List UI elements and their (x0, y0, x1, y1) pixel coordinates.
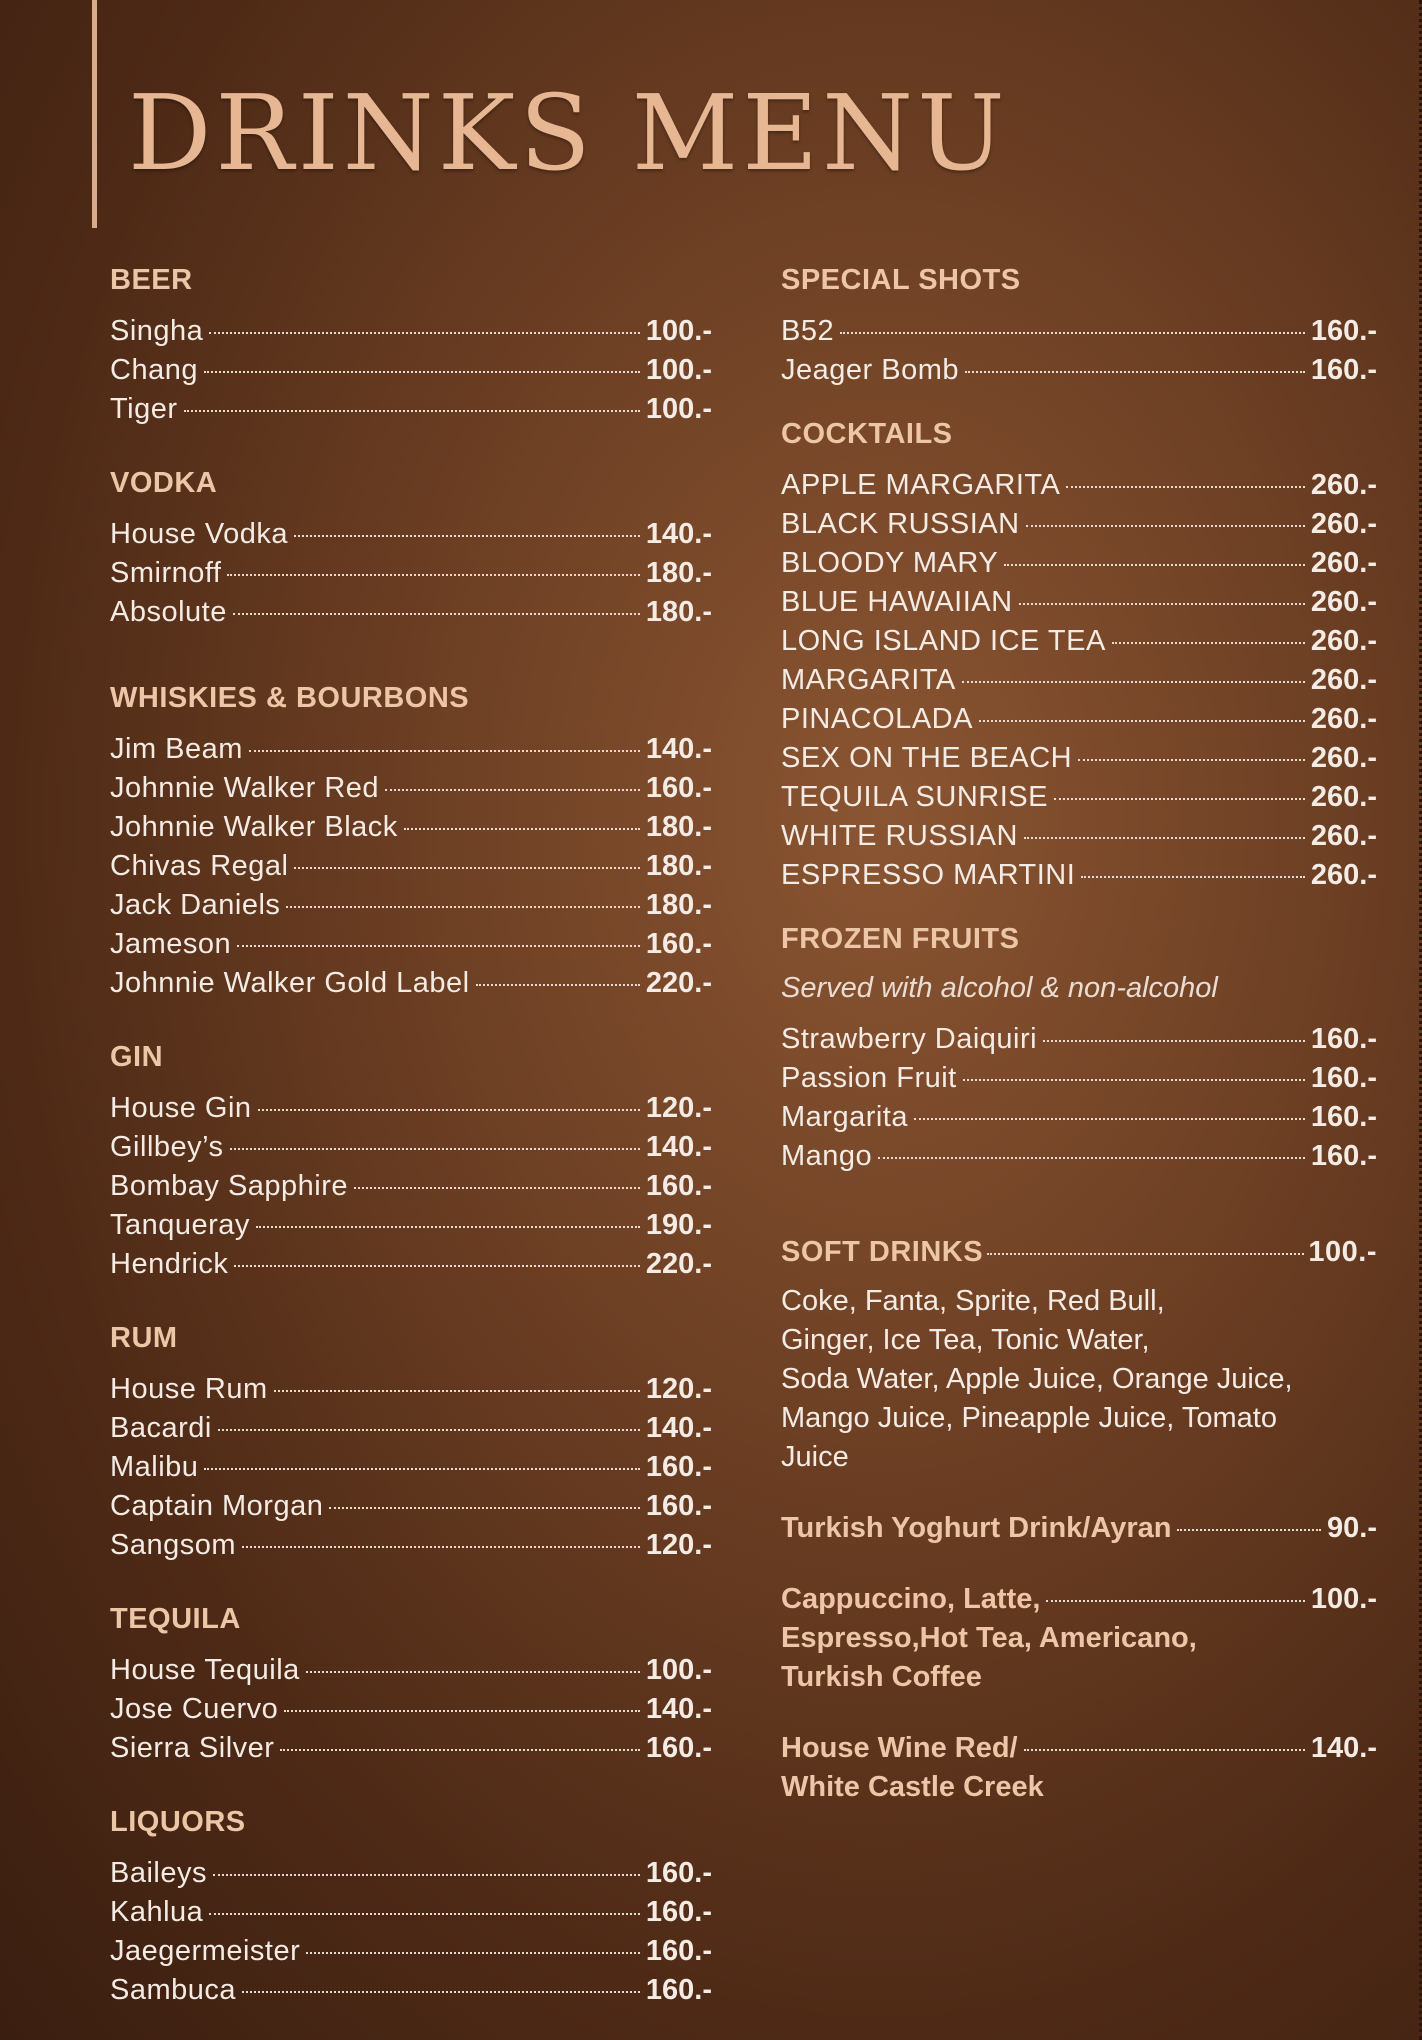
section-cocktails (781, 416, 1377, 895)
item-name: BLUE HAWAIIAN (781, 586, 1013, 618)
menu-item (781, 1020, 1377, 1059)
item-name: B52 (781, 315, 835, 347)
menu-item (110, 390, 712, 429)
dot-leader (1081, 876, 1305, 878)
dot-leader (306, 1671, 640, 1673)
dot-leader (1046, 1600, 1304, 1602)
section-title: GIN (110, 1041, 164, 1073)
item-price: 180.- (645, 596, 712, 628)
dot-leader (274, 1390, 640, 1392)
section-liquors (110, 1804, 712, 2010)
menu-item (110, 1206, 712, 1245)
dot-leader (256, 1226, 640, 1228)
item-price: 220.- (645, 1248, 712, 1280)
dot-leader (258, 1109, 640, 1111)
menu-item (110, 1167, 712, 1206)
item-price: 100.- (1310, 1583, 1377, 1615)
item-price: 260.- (1310, 547, 1377, 579)
item-name: Johnnie Walker Red (110, 772, 380, 804)
menu-item (110, 730, 712, 769)
section-title: COCKTAILS (781, 418, 953, 450)
item-name: Sangsom (110, 1529, 237, 1561)
dot-leader (385, 789, 640, 791)
dot-leader (204, 1468, 639, 1470)
dot-leader (213, 1874, 640, 1876)
dot-leader (218, 1429, 640, 1431)
item-price: 160.- (1310, 315, 1377, 347)
dot-leader (184, 410, 640, 412)
menu-item (781, 700, 1377, 739)
item-name: House Tequila (110, 1654, 300, 1686)
wine-item (781, 1729, 1377, 1807)
dot-leader (979, 720, 1305, 722)
item-price: 180.- (645, 850, 712, 882)
menu-item (110, 1448, 712, 1487)
section-soft-drinks (781, 1234, 1377, 1477)
menu-item (110, 1370, 712, 1409)
section-tequila (110, 1601, 712, 1768)
item-price: 190.- (645, 1209, 712, 1241)
dot-leader (1024, 1749, 1305, 1751)
dot-leader (963, 1079, 1305, 1081)
item-name: Singha (110, 315, 204, 347)
item-name: House Gin (110, 1092, 252, 1124)
dot-leader (286, 906, 639, 908)
item-name: Tanqueray (110, 1209, 250, 1241)
item-name: Sambuca (110, 1974, 237, 2006)
item-name: Turkish Yoghurt Drink/Ayran (781, 1512, 1172, 1544)
item-price: 260.- (1310, 586, 1377, 618)
section-title: TEQUILA (110, 1603, 241, 1635)
item-list (781, 312, 1377, 390)
menu-item (110, 1854, 712, 1893)
item-name: MARGARITA (781, 664, 956, 696)
dot-leader (962, 681, 1305, 683)
item-name: Absolute (110, 596, 227, 628)
item-name: Strawberry Daiquiri (781, 1023, 1038, 1055)
soft-drinks-line: Ginger, Ice Tea, Tonic Water, (781, 1324, 1150, 1356)
dot-leader (209, 332, 640, 334)
left-column (110, 262, 712, 2010)
item-price: 180.- (645, 557, 712, 589)
section-title: FROZEN FRUITS (781, 923, 1020, 955)
item-list (110, 730, 712, 1003)
menu-item (110, 925, 712, 964)
section-title: VODKA (110, 467, 218, 499)
dot-leader (1019, 603, 1305, 605)
menu-item (110, 1128, 712, 1167)
item-price: 140.- (645, 518, 712, 550)
item-price: 260.- (1310, 469, 1377, 501)
item-name: House Rum (110, 1373, 268, 1405)
dot-leader (1112, 642, 1305, 644)
item-name: WHITE RUSSIAN (781, 820, 1018, 852)
dot-leader (242, 1546, 640, 1548)
coffee-item (781, 1580, 1377, 1697)
soft-drinks-line: Soda Water, Apple Juice, Orange Juice, (781, 1363, 1293, 1395)
dot-leader (329, 1507, 640, 1509)
menu-item (781, 312, 1377, 351)
item-name: Jim Beam (110, 733, 243, 765)
section-title: SOFT DRINKS (781, 1236, 984, 1268)
menu-item (110, 1526, 712, 1565)
soft-drinks-list (781, 1282, 1377, 1477)
item-price: 100.- (645, 393, 712, 425)
section-title-row (781, 1234, 1377, 1270)
dot-leader (242, 1991, 640, 1993)
item-price: 260.- (1310, 703, 1377, 735)
dot-leader (294, 535, 640, 537)
menu-item (110, 1245, 712, 1284)
item-name: Baileys (110, 1857, 207, 1889)
dot-leader (404, 828, 640, 830)
item-name: APPLE MARGARITA (781, 469, 1061, 501)
item-price: 160.- (1310, 1023, 1377, 1055)
item-price: 160.- (645, 1896, 712, 1928)
section-title: LIQUORS (110, 1806, 246, 1838)
menu-item (781, 583, 1377, 622)
dot-leader (840, 332, 1305, 334)
menu-item (781, 1137, 1377, 1176)
item-list (781, 1020, 1377, 1176)
item-name: ESPRESSO MARTINI (781, 859, 1076, 891)
soft-drinks-line: Mango Juice, Pineapple Juice, Tomato (781, 1402, 1277, 1434)
item-price: 120.- (645, 1373, 712, 1405)
menu-item (110, 515, 712, 554)
item-list (110, 1089, 712, 1284)
menu-item (110, 769, 712, 808)
dot-leader (294, 867, 639, 869)
section-special-shots (781, 262, 1377, 390)
soft-drinks-line: Coke, Fanta, Sprite, Red Bull, (781, 1285, 1165, 1317)
dot-leader (1066, 486, 1305, 488)
dot-leader (354, 1187, 640, 1189)
decorative-rule (92, 0, 97, 228)
item-name: Johnnie Walker Black (110, 811, 398, 843)
dot-leader (1024, 837, 1305, 839)
item-price: 120.- (645, 1092, 712, 1124)
dot-leader (233, 613, 640, 615)
menu-item (110, 1089, 712, 1128)
item-price: 100.- (645, 1654, 712, 1686)
dot-leader (209, 1913, 640, 1915)
item-price: 160.- (1310, 1062, 1377, 1094)
menu-item (781, 505, 1377, 544)
item-list (781, 466, 1377, 895)
item-price: 260.- (1310, 664, 1377, 696)
item-price: 260.- (1310, 625, 1377, 657)
item-name: Jack Daniels (110, 889, 281, 921)
item-name: House Wine Red/ (781, 1732, 1018, 1764)
item-price: 160.- (645, 1732, 712, 1764)
item-name: BLACK RUSSIAN (781, 508, 1020, 540)
item-name: Mango (781, 1140, 873, 1172)
item-price: 100.- (645, 315, 712, 347)
item-price: 100.- (645, 354, 712, 386)
item-price: 160.- (645, 1935, 712, 1967)
soft-drinks-price: 100.- (1308, 1236, 1377, 1268)
dot-leader (284, 1710, 640, 1712)
menu-item (110, 1971, 712, 2010)
item-price: 260.- (1310, 781, 1377, 813)
menu-item (781, 817, 1377, 856)
menu-item (110, 886, 712, 925)
item-price: 140.- (645, 733, 712, 765)
item-name: Bacardi (110, 1412, 212, 1444)
menu-item (781, 622, 1377, 661)
menu-item (110, 554, 712, 593)
section-beer (110, 262, 712, 429)
item-name: Smirnoff (110, 557, 222, 589)
section-subtitle: Served with alcohol & non-alcohol (781, 972, 1218, 1004)
dot-leader (280, 1749, 639, 1751)
dot-leader (1078, 759, 1305, 761)
menu-item (781, 856, 1377, 895)
item-name: SEX ON THE BEACH (781, 742, 1073, 774)
item-price: 180.- (645, 889, 712, 921)
section-title: RUM (110, 1322, 178, 1354)
item-price: 160.- (645, 1170, 712, 1202)
menu-item (110, 1690, 712, 1729)
dot-leader (204, 371, 640, 373)
item-name: Jose Cuervo (110, 1693, 279, 1725)
right-column (781, 262, 1377, 1807)
menu-item (781, 739, 1377, 778)
item-name: LONG ISLAND ICE TEA (781, 625, 1106, 657)
item-list (110, 515, 712, 632)
menu-item (110, 1409, 712, 1448)
dot-leader (227, 574, 639, 576)
item-price: 140.- (645, 1693, 712, 1725)
item-price: 160.- (1310, 354, 1377, 386)
section-whiskies-bourbons (110, 680, 712, 1003)
menu-item (781, 1059, 1377, 1098)
item-price: 160.- (645, 1451, 712, 1483)
item-price: 220.- (645, 967, 712, 999)
item-name-cont: Espresso,Hot Tea, Americano, (781, 1622, 1197, 1654)
item-price: 260.- (1310, 820, 1377, 852)
item-price: 180.- (645, 811, 712, 843)
item-name: Jeager Bomb (781, 354, 959, 386)
menu-item (110, 847, 712, 886)
item-name: PINACOLADA (781, 703, 973, 735)
dot-leader (1043, 1040, 1305, 1042)
dot-leader (306, 1952, 640, 1954)
item-name: Captain Morgan (110, 1490, 324, 1522)
item-name: Tiger (110, 393, 178, 425)
dot-leader (249, 750, 640, 752)
item-name: BLOODY MARY (781, 547, 999, 579)
menu-item (110, 964, 712, 1003)
item-name: House Vodka (110, 518, 289, 550)
section-title: BEER (110, 264, 193, 296)
dot-leader (237, 945, 640, 947)
dot-leader (1026, 525, 1305, 527)
page-edge-perforation (1416, 0, 1422, 2040)
item-name: Malibu (110, 1451, 199, 1483)
item-price: 260.- (1310, 859, 1377, 891)
menu-item (781, 661, 1377, 700)
section-gin (110, 1039, 712, 1284)
item-list (110, 312, 712, 429)
item-list (110, 1651, 712, 1768)
dot-leader (965, 371, 1305, 373)
item-price: 140.- (1310, 1732, 1377, 1764)
section-rum (110, 1320, 712, 1565)
menu-item (110, 1729, 712, 1768)
item-name: Johnnie Walker Gold Label (110, 967, 470, 999)
item-name: Kahlua (110, 1896, 204, 1928)
item-name: Jaegermeister (110, 1935, 301, 1967)
item-name-cont: Turkish Coffee (781, 1661, 982, 1693)
item-list (110, 1854, 712, 2010)
item-price: 160.- (645, 1974, 712, 2006)
item-name: Jameson (110, 928, 232, 960)
item-name: Bombay Sapphire (110, 1170, 349, 1202)
ayran-item (781, 1509, 1377, 1548)
item-list (110, 1370, 712, 1565)
item-price: 140.- (645, 1131, 712, 1163)
item-price: 120.- (645, 1529, 712, 1561)
item-price: 90.- (1327, 1512, 1377, 1544)
item-name: TEQUILA SUNRISE (781, 781, 1048, 813)
section-vodka (110, 465, 712, 632)
item-price: 260.- (1310, 742, 1377, 774)
soft-drinks-line: Juice (781, 1441, 849, 1473)
menu-item (110, 593, 712, 632)
item-name: Hendrick (110, 1248, 229, 1280)
item-name: Chang (110, 354, 198, 386)
dot-leader (1177, 1529, 1321, 1531)
dot-leader (1054, 798, 1305, 800)
dot-leader (476, 984, 640, 986)
menu-item (781, 1098, 1377, 1137)
section-title: WHISKIES & BOURBONS (110, 682, 470, 714)
section-frozen-fruits (781, 921, 1377, 1176)
menu-item (110, 1651, 712, 1690)
menu-item (781, 466, 1377, 505)
dot-leader (234, 1265, 639, 1267)
dot-leader (230, 1148, 640, 1150)
item-name: Sierra Silver (110, 1732, 275, 1764)
section-title: SPECIAL SHOTS (781, 264, 1021, 296)
item-price: 260.- (1310, 508, 1377, 540)
item-price: 160.- (1310, 1101, 1377, 1133)
menu-item (110, 351, 712, 390)
item-name: Cappuccino, Latte, (781, 1583, 1041, 1615)
item-price: 160.- (1310, 1140, 1377, 1172)
menu-item (781, 544, 1377, 583)
menu-item (781, 778, 1377, 817)
menu-item (781, 351, 1377, 390)
item-price: 160.- (645, 772, 712, 804)
item-name: Passion Fruit (781, 1062, 957, 1094)
menu-item (110, 312, 712, 351)
dot-leader (914, 1118, 1305, 1120)
menu-item (110, 1893, 712, 1932)
item-name: Margarita (781, 1101, 908, 1133)
item-price: 160.- (645, 1857, 712, 1889)
item-price: 140.- (645, 1412, 712, 1444)
item-price: 160.- (645, 1490, 712, 1522)
item-name-cont: White Castle Creek (781, 1771, 1044, 1803)
item-price: 160.- (645, 928, 712, 960)
item-name: Chivas Regal (110, 850, 289, 882)
item-name: Gillbey’s (110, 1131, 224, 1163)
dot-leader (987, 1253, 1304, 1255)
menu-item (110, 1932, 712, 1971)
menu-item (110, 1487, 712, 1526)
dot-leader (1004, 564, 1305, 566)
page-title: DRINKS MENU (128, 72, 1009, 194)
dot-leader (878, 1157, 1305, 1159)
menu-item (110, 808, 712, 847)
